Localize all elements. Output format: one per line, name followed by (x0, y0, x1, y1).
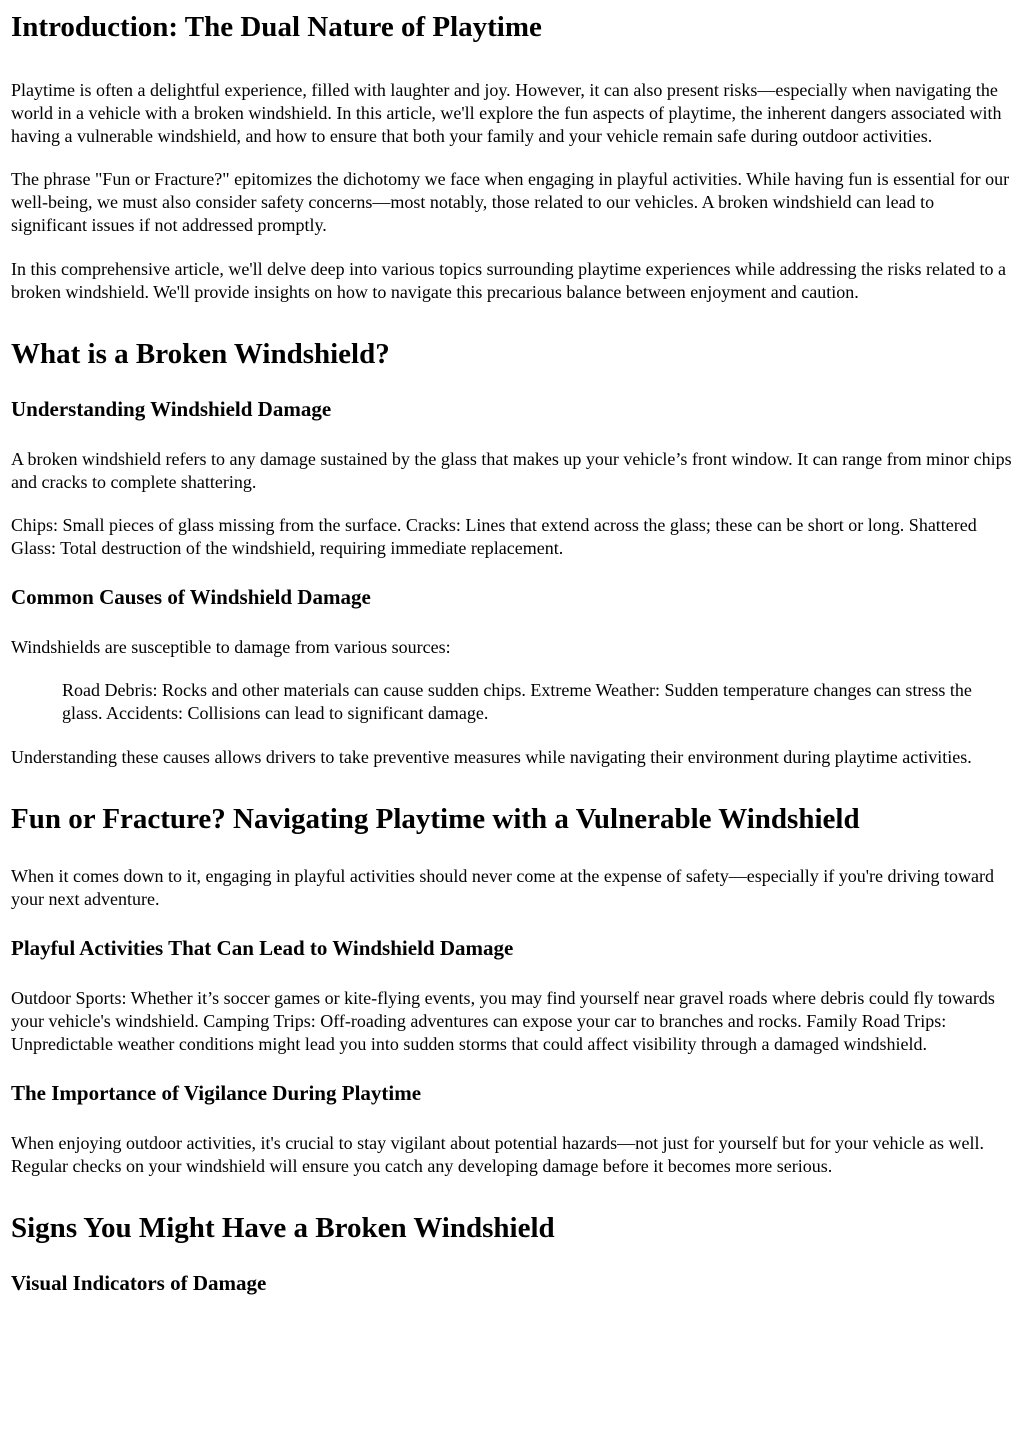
fun-paragraph-3: When enjoying outdoor activities, it's crucial to stay vigilant about potential hazards—not just for yourself but for your vehicle as well. Regular checks on your windshield will ensure you catch any developing damage before it becomes more serious. (11, 1133, 985, 1176)
subheading-understanding-damage: Understanding Windshield Damage (11, 397, 332, 421)
section-heading-what-is: What is a Broken Windshield? (11, 338, 390, 370)
intro-paragraph-1: Playtime is often a delightful experience, filled with laughter and joy. However, it can also present risks—especially when navigating the world in a vehicle with a broken windshield. In this article, we'll explore the fun aspects of playtime, the inherent dangers associated with having a vulnerable windshield, and how to ensure that both your family and your vehicle remain safe during outdoor activities. (11, 80, 1002, 146)
section-heading-signs: Signs You Might Have a Broken Windshield (11, 1212, 555, 1244)
intro-paragraph-2: The phrase "Fun or Fracture?" epitomizes the dichotomy we face when engaging in playful activities. While having fun is essential for our well-being, we must also consider safety concerns—most notably, those related to our vehicles. A broken windshield can lead to significant issues if not addressed promptly. (11, 169, 1010, 235)
fun-paragraph-1: When it comes down to it, engaging in playful activities should never come at the expense of safety—especially if you're driving toward your next adventure. (11, 866, 994, 909)
section-heading-introduction: Introduction: The Dual Nature of Playtime (11, 11, 542, 43)
subheading-playful-activities: Playful Activities That Can Lead to Windshield Damage (11, 936, 514, 960)
what-is-paragraph-4: Understanding these causes allows drivers to take preventive measures while navigating their environment during playtime activities. (11, 747, 972, 767)
intro-paragraph-3: In this comprehensive article, we'll delve deep into various topics surrounding playtime experiences while addressing the risks related to a broken windshield. We'll provide insights on how to navigate this precarious balance between enjoyment and caution. (11, 259, 1006, 302)
fun-paragraph-2: Outdoor Sports: Whether it’s soccer games or kite-flying events, you may find yourself near gravel roads where debris could fly towards your vehicle's windshield. Camping Trips: Off-roading adventures can expose your car to branches and rocks. Family Road Trips: Unpredictable weather conditions might lead you into sudden storms that could affect visibility through a damaged windshield. (11, 988, 995, 1054)
what-is-paragraph-2: Chips: Small pieces of glass missing from the surface. Cracks: Lines that extend across the glass; these can be short or long. Shattered Glass: Total destruction of the windshield, requiring immediate replacement. (11, 515, 977, 558)
subheading-visual-indicators: Visual Indicators of Damage (11, 1271, 267, 1295)
what-is-paragraph-3: Windshields are susceptible to damage from various sources: (11, 637, 451, 657)
subheading-common-causes: Common Causes of Windshield Damage (11, 585, 371, 609)
causes-blockquote: Road Debris: Rocks and other materials can cause sudden chips. Extreme Weather: Sudden temperature changes can stress the glass. Accidents: Collisions can lead to significant damage. (62, 680, 972, 723)
subheading-vigilance: The Importance of Vigilance During Playtime (11, 1081, 422, 1105)
what-is-paragraph-1: A broken windshield refers to any damage sustained by the glass that makes up your vehicle’s front window. It can range from minor chips and cracks to complete shattering. (11, 449, 1012, 492)
section-heading-fun-or-fracture: Fun or Fracture? Navigating Playtime with a Vulnerable Windshield (11, 803, 860, 835)
